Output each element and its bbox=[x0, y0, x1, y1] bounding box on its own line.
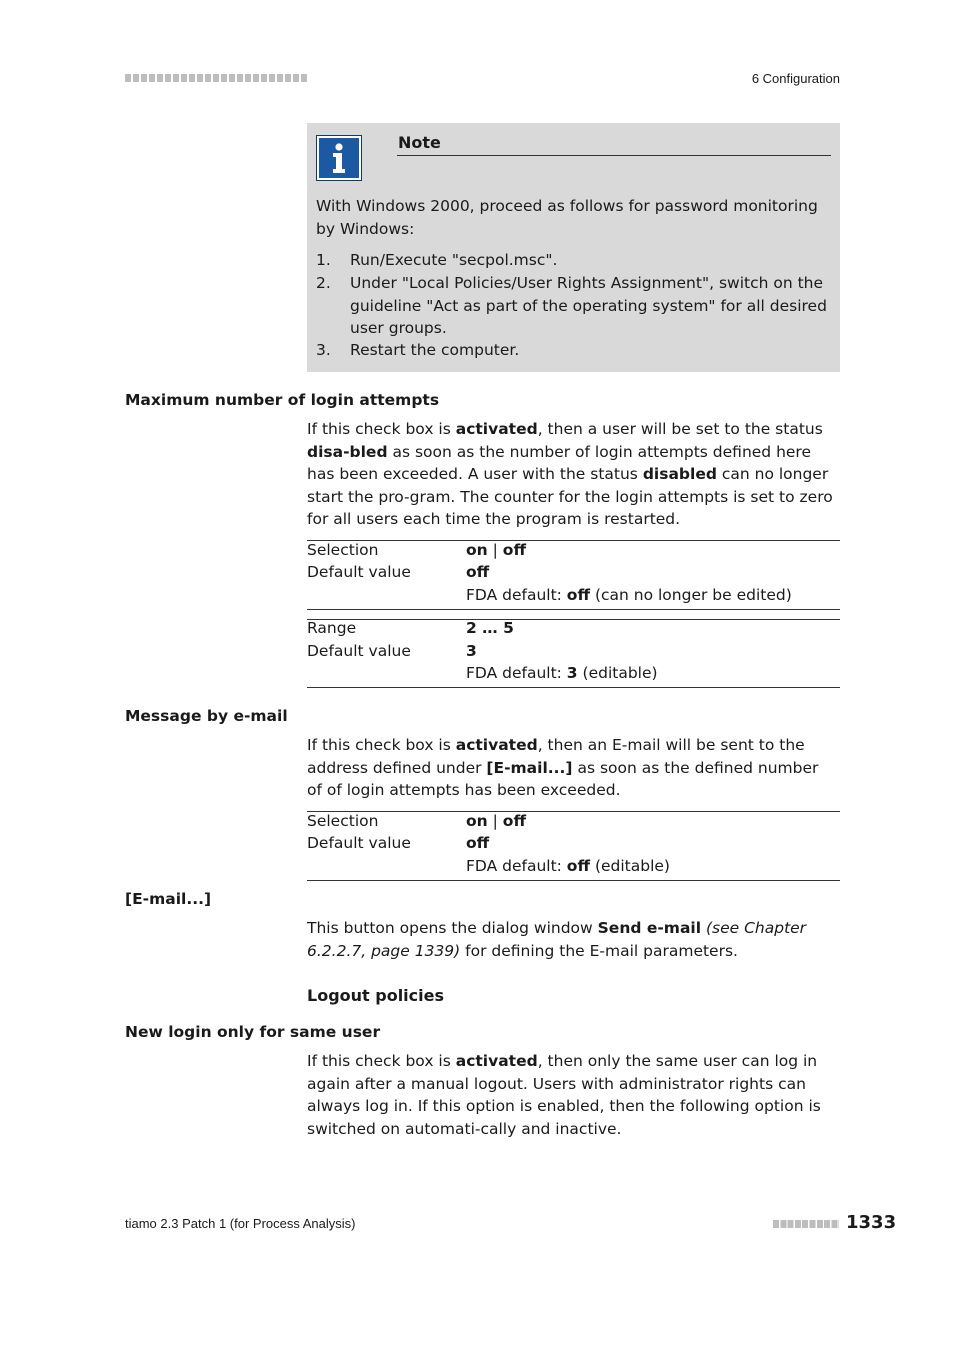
new-login-description: If this check box is activated, then only the same user can log in again after a manual logout. Users with administrator rights can always log in. If this option is enabled, then the following option is switched on automati-cally and inactive. bbox=[307, 1052, 821, 1138]
section-heading-message-email: Message by e-mail bbox=[125, 707, 288, 725]
fda-default: FDA default: off (can no longer be edited) bbox=[466, 586, 792, 604]
message-email-description: If this check box is activated, then an E-mail will be sent to the address defined under [E-mail...] as soon as the defined number of of login attempts has been exceeded. bbox=[307, 736, 819, 799]
default-value: off bbox=[466, 834, 490, 852]
list-text: Under "Local Policies/User Rights Assignment", switch on the guideline "Act as part of the operating system" for all desired user groups. bbox=[350, 274, 827, 337]
default-value: 3 bbox=[466, 642, 477, 660]
chapter-link[interactable]: (see Chapter 6.2.2.7, page 1339) bbox=[307, 919, 807, 960]
default-value-label: Default value bbox=[307, 563, 411, 581]
default-value: off bbox=[466, 563, 490, 581]
header-decoration bbox=[125, 74, 307, 82]
list-number: 2. bbox=[316, 274, 331, 292]
page-number: 1333 bbox=[846, 1212, 897, 1233]
fda-default: FDA default: off (editable) bbox=[466, 857, 670, 875]
selection-value: on | off bbox=[466, 812, 527, 830]
list-text: Run/Execute "secpol.msc". bbox=[350, 251, 558, 269]
info-icon bbox=[316, 135, 362, 181]
selection-label: Selection bbox=[307, 541, 379, 559]
footer-product: tiamo 2.3 Patch 1 (for Process Analysis) bbox=[125, 1216, 356, 1231]
range-value: 2 … 5 bbox=[466, 619, 514, 637]
list-text: Restart the computer. bbox=[350, 341, 520, 359]
range-label: Range bbox=[307, 619, 357, 637]
section-heading-new-login: New login only for same user bbox=[125, 1023, 381, 1041]
footer-decoration bbox=[773, 1220, 839, 1228]
header-chapter: 6 Configuration bbox=[751, 71, 840, 86]
max-login-description: If this check box is activated, then a user will be set to the status disa-bled as soon as the number of login attempts defined here has been exceeded. A user with the status disabled can no longer start the pro-gram. The counter for the login attempts is set to zero for all users each time the program is restarted. bbox=[307, 420, 833, 528]
note-intro: With Windows 2000, proceed as follows for password monitoring by Windows: bbox=[316, 197, 818, 238]
table-rule bbox=[307, 609, 840, 610]
table-rule bbox=[307, 540, 840, 541]
section-heading-email-button: [E-mail...] bbox=[125, 890, 212, 908]
fda-default: FDA default: 3 (editable) bbox=[466, 664, 658, 682]
table-rule bbox=[307, 880, 840, 881]
note-divider bbox=[397, 155, 831, 156]
selection-value: on | off bbox=[466, 541, 527, 559]
email-button-description: This button opens the dialog window Send e-mail (see Chapter 6.2.2.7, page 1339) for defining the E-mail parameters. bbox=[307, 919, 807, 960]
selection-label: Selection bbox=[307, 812, 379, 830]
note-title: Note bbox=[398, 133, 441, 152]
default-value-label: Default value bbox=[307, 834, 411, 852]
logout-policies-heading: Logout policies bbox=[307, 986, 444, 1005]
section-heading-max-login: Maximum number of login attempts bbox=[125, 391, 440, 409]
table-rule bbox=[307, 811, 840, 812]
table-rule bbox=[307, 687, 840, 688]
list-number: 3. bbox=[316, 341, 331, 359]
list-number: 1. bbox=[316, 251, 331, 269]
default-value-label: Default value bbox=[307, 642, 411, 660]
table-rule bbox=[307, 619, 840, 620]
